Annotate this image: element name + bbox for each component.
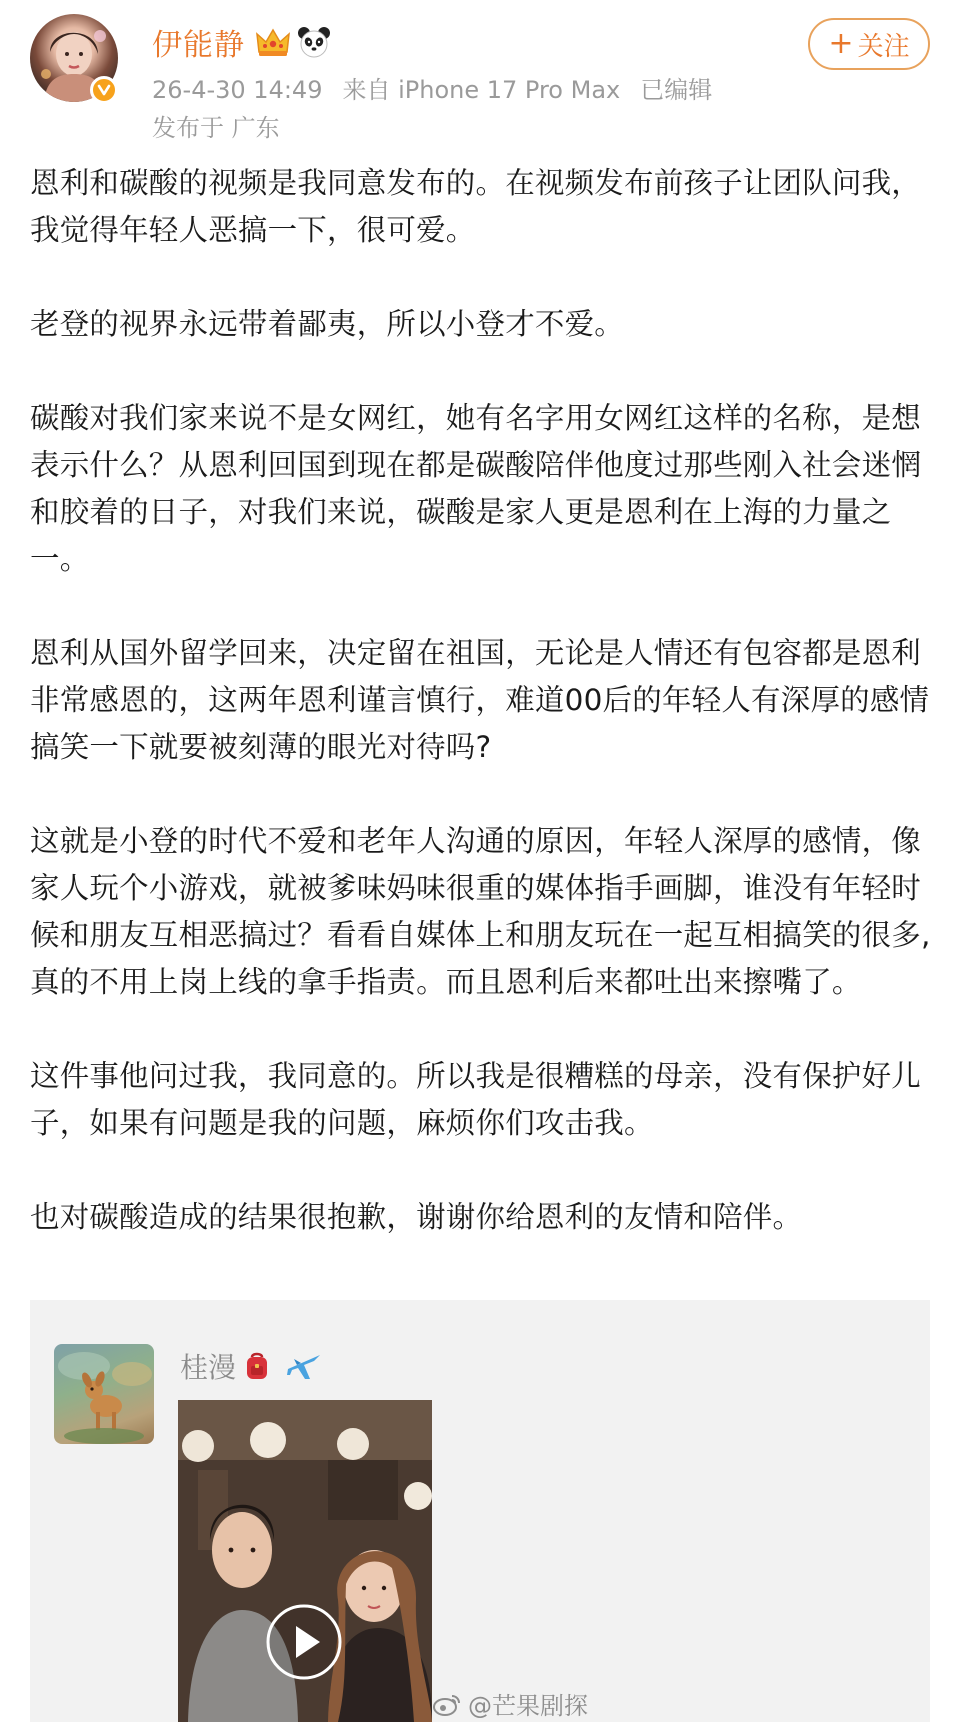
- post-location: 发布于 广东: [152, 114, 280, 142]
- play-icon[interactable]: [264, 1602, 344, 1682]
- watermark-text: @芒果剧探: [468, 1692, 588, 1720]
- post-timestamp: 26-4-30 14:49: [152, 76, 323, 104]
- verified-badge-icon: [90, 76, 118, 104]
- embed-username[interactable]: 桂漫: [180, 1351, 237, 1384]
- embed-name-row: [180, 1346, 324, 1386]
- video-thumbnail[interactable]: [178, 1400, 432, 1722]
- username-row: [152, 20, 331, 64]
- embedded-post-card[interactable]: [30, 1300, 930, 1722]
- post-paragraph: 这件事他问过我，我同意的。所以我是很糟糕的母亲，没有保护好儿子，如果有问题是我的问题，麻烦你们攻击我。: [30, 1059, 922, 1140]
- watermark: [432, 1686, 588, 1721]
- plus-icon: +: [828, 26, 854, 61]
- edited-label[interactable]: 已编辑: [640, 76, 713, 104]
- weibo-logo-icon: [432, 1691, 462, 1717]
- post-body: [30, 160, 935, 1241]
- follow-button[interactable]: [808, 18, 930, 70]
- embed-avatar[interactable]: [54, 1344, 154, 1444]
- post-paragraph: 恩利从国外留学回来，决定留在祖国，无论是人情还有包容都是恩利非常感恩的，这两年恩利谨言慎行，难道00后的年轻人有深厚的感情搞笑一下就要被刻薄的眼光对待吗?: [30, 636, 930, 764]
- post-paragraph: 也对碳酸造成的结果很抱歉，谢谢你给恩利的友情和陪伴。: [30, 1200, 803, 1234]
- follow-label: 关注: [857, 31, 910, 62]
- username[interactable]: 伊能静: [152, 28, 245, 63]
- panda-icon: [297, 25, 331, 59]
- post-paragraph: 碳酸对我们家来说不是女网红，她有名字用女网红这样的名称，是想表示什么？从恩利回国到现在都是碳酸陪伴他度过那些刚入社会迷惘和胶着的日子，对我们来说，碳酸是家人更是恩利在上海的力量之一。: [30, 401, 922, 576]
- post-paragraph: 这就是小登的时代不爱和老年人沟通的原因，年轻人深厚的感情，像家人玩个小游戏，就被爹味妈味很重的媒体指手画脚，谁没有年轻时候和朋友互相恶搞过？看看自媒体上和朋友玩在一起互相搞笑的很多,真的不用上岗上线的拿手指责。而且恩利后来都吐出来擦嘴了。: [30, 824, 931, 999]
- crown-icon: [255, 26, 291, 58]
- backpack-icon: [244, 1351, 270, 1381]
- post-header: [0, 0, 960, 150]
- post-source: 来自 iPhone 17 Pro Max: [342, 76, 621, 104]
- fawn-illustration-icon: [54, 1344, 154, 1444]
- post-meta: [152, 70, 732, 105]
- post-paragraph: 恩利和碳酸的视频是我同意发布的。在视频发布前孩子让团队问我，我觉得年轻人恶搞一下，很可爱。: [30, 166, 922, 247]
- plane-icon: [284, 1349, 324, 1383]
- post-paragraph: 老登的视界永远带着鄙夷，所以小登才不爱。: [30, 307, 625, 341]
